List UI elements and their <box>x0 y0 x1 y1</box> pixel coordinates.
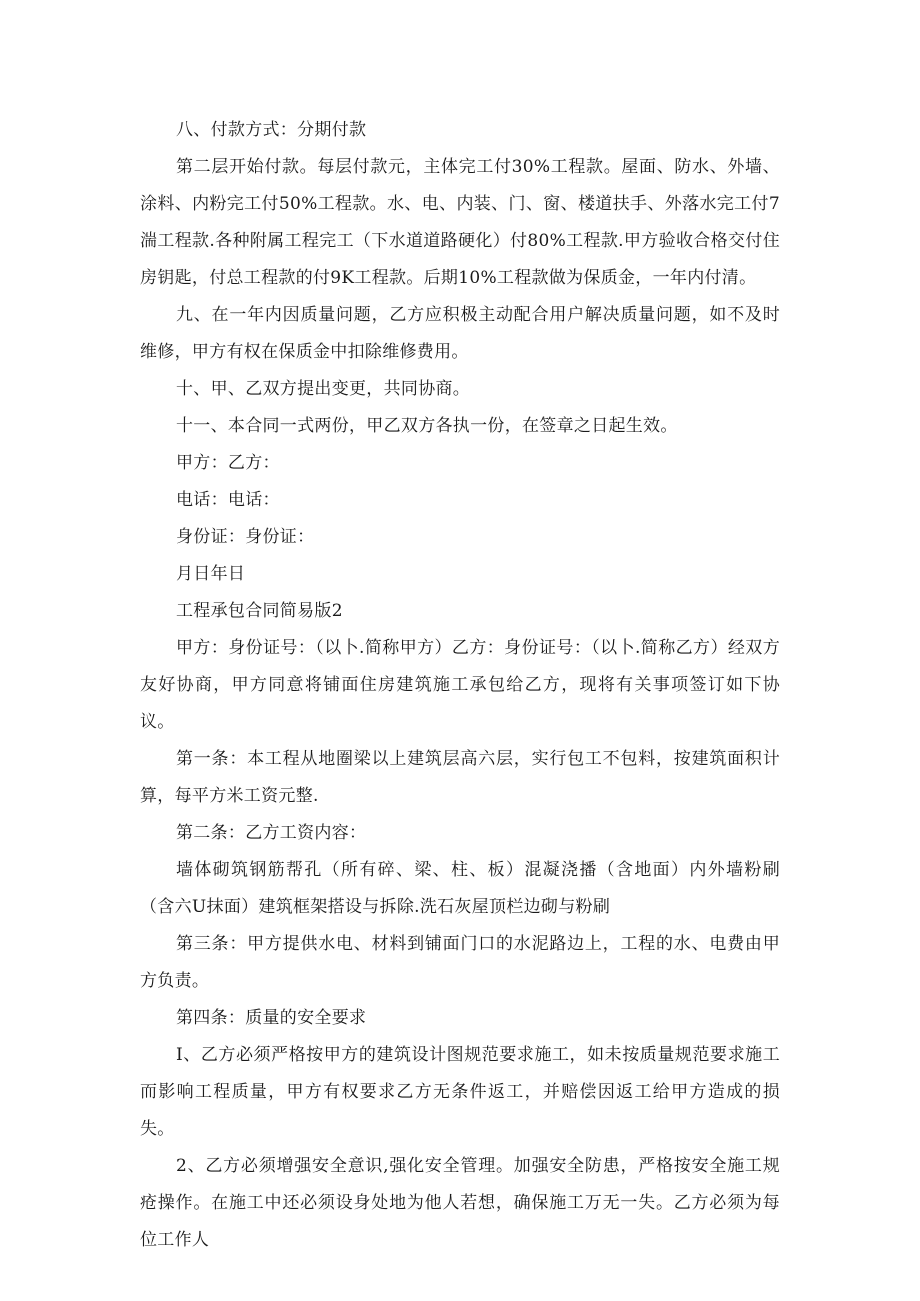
parties-intro-paragraph: 甲方：身份证号：（以卜.简称甲方）乙方：身份证号：（以卜.简称乙方）经双方友好协商，甲方同意将铺面住房建筑施工承包给乙方，现将有关事项签订如下协议。 <box>140 638 780 732</box>
phone-line: 电话：电话： <box>176 490 280 510</box>
article-4-heading: 第四条：质量的安全要求 <box>176 1008 367 1028</box>
id-card-line: 身份证：身份证： <box>176 527 315 547</box>
party-signature-line: 甲方：乙方： <box>176 453 280 473</box>
article-4-item-2: 2、乙方必须增强安全意识,强化安全管理。加强安全防患，严格按安全施工规疮操作。在施工中还必须设身处地为他人若想，确保施工万无一失。乙方必须为每位工作人 <box>140 1156 780 1250</box>
article-2-content: 墙体砌筑钢筋帮孔（所有碎、梁、柱、板）混凝浇播（含地面）内外墙粉刷（含六U抹面）建筑框架搭设与拆除.洗石灰屋顶栏边砌与粉刷 <box>140 860 780 917</box>
article-2-heading: 第二条：乙方工资内容： <box>176 823 367 843</box>
section-11-paragraph: 十一、本合同一式两份，甲乙双方各执一份，在签章之日起生效。 <box>176 416 678 436</box>
article-1-paragraph: 第一条：本工程从地圈梁以上建筑层高六层，实行包工不包料，按建筑面积计算，每平方米工资元整. <box>140 749 780 806</box>
contract-text <box>140 112 780 1259</box>
section-9-paragraph: 九、在一年内因质量问题，乙方应积极主动配合用户解决质量问题，如不及时维修，甲方有权在保质金中扣除维修费用。 <box>140 305 780 362</box>
contract-2-title: 工程承包合同简易版2 <box>176 601 343 621</box>
section-8-heading: 八、付款方式：分期付款 <box>176 120 367 140</box>
article-4-item-1: I、乙方必须严格按甲方的建筑设计图规范要求施工，如未按质量规范要求施工而影响工程质量，甲方有权要求乙方无条件返工，并赔偿因返工给甲方造成的损失。 <box>140 1045 780 1139</box>
article-3-paragraph: 第三条：甲方提供水电、材料到铺面门口的水泥路边上，工程的水、电费由甲方负责。 <box>140 934 780 991</box>
payment-terms-paragraph: 第二层开始付款。每层付款元，主体完工付30%工程款。屋面、防水、外墙、涂料、内粉完工付50%工程款。水、电、内装、门、窗、楼道扶手、外落水完工付7湍工程款.各种附属工程完工（下水道道路硬化）付80%工程款.甲方验收合格交付住房钥匙，付总工程款的付9K工程款。后期10%工程款做为保质金，一年内付清。 <box>140 157 780 288</box>
date-line: 月日年日 <box>176 564 246 584</box>
section-10-paragraph: 十、甲、乙双方提出变更，共同协商。 <box>176 379 471 399</box>
